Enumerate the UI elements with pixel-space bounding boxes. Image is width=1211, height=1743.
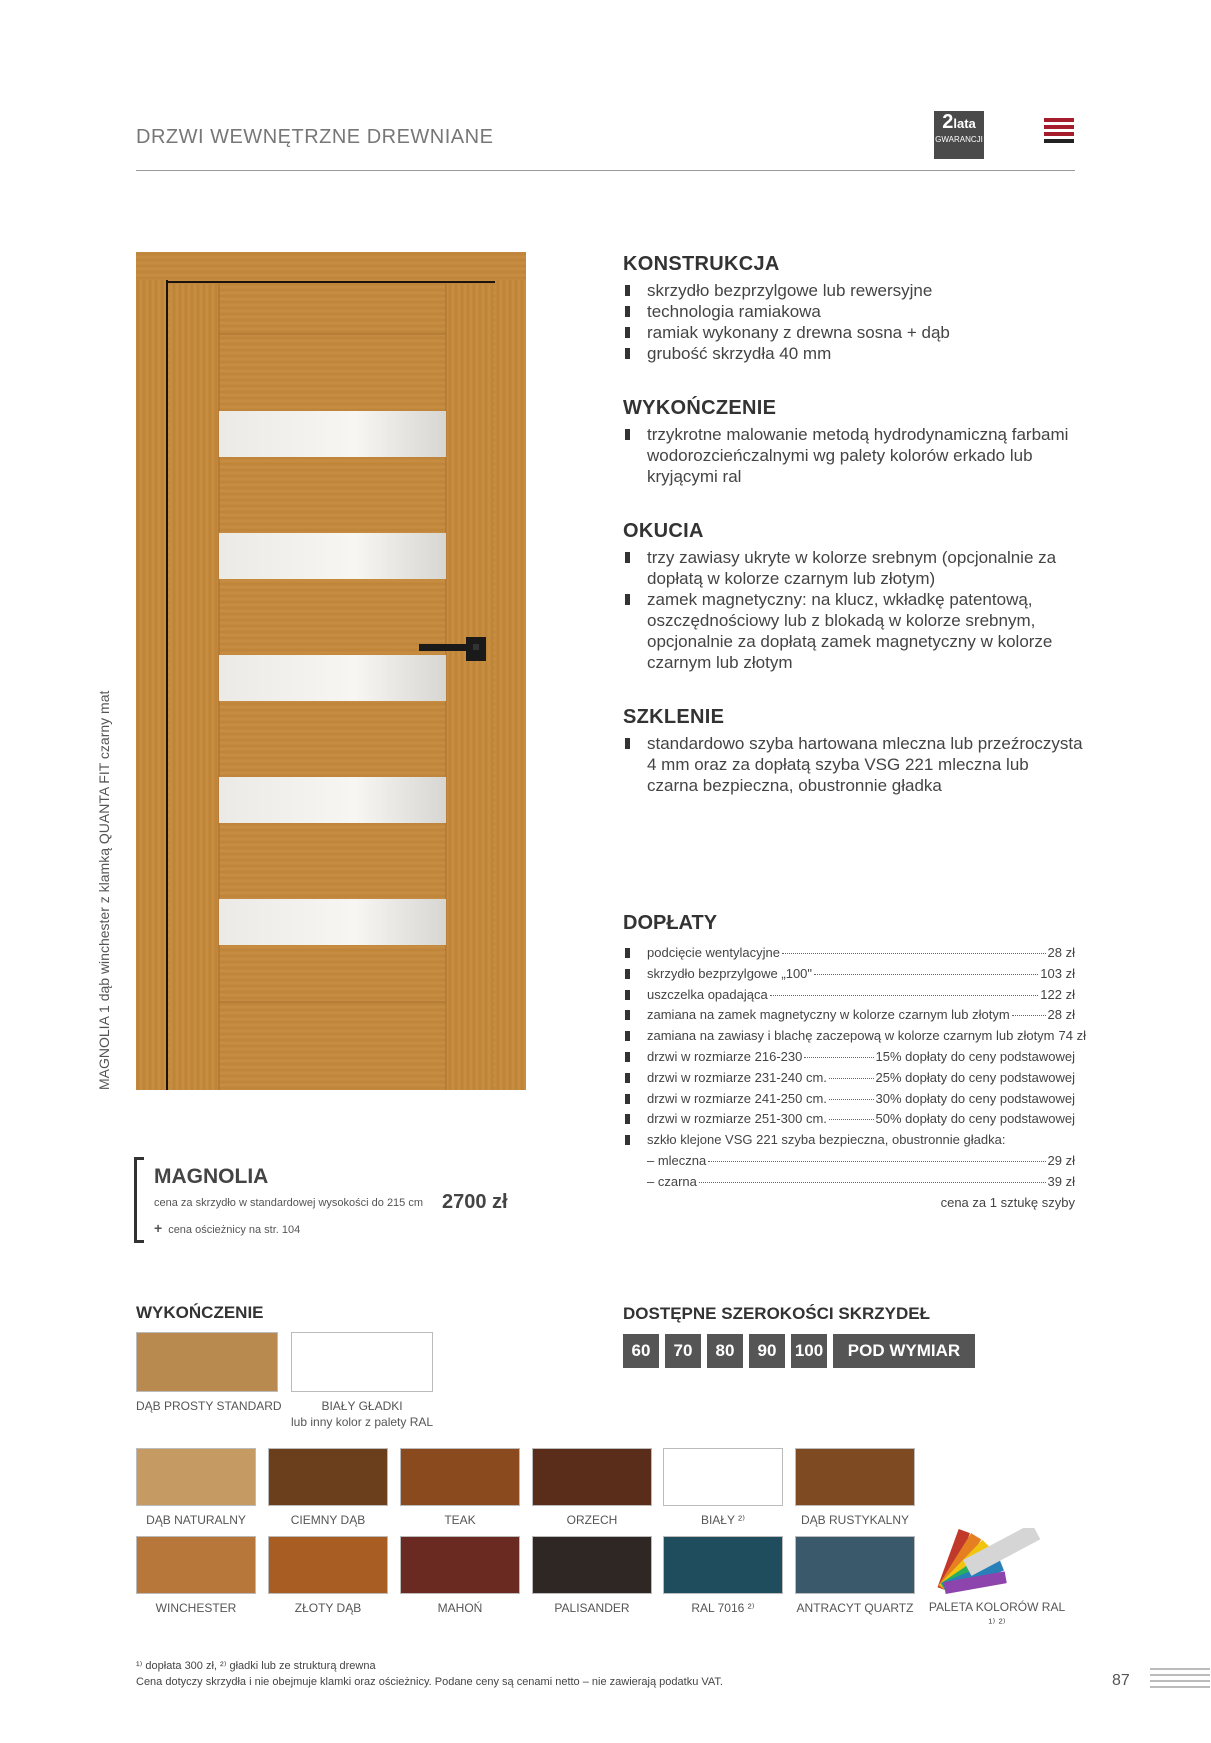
swatch-sublabel: lub inny kolor z palety RAL [291,1415,434,1429]
surcharge-row: podcięcie wentylacyjne 28 zł [623,943,1075,964]
surcharge-row: zamiana na zawiasy i blachę zaczepową w kolorze czarnym lub złotym 74 zł [623,1026,1075,1047]
ral-text: RAL [1021,1536,1051,1561]
surcharge-row: drzwi w rozmiarze 241-250 cm. 30% dopłaty do ceny podstawowej [623,1089,1075,1110]
glass-note: cena za 1 sztukę szyby [940,1194,1075,1210]
surcharge-row: drzwi w rozmiarze 231-240 cm. 25% dopłaty do ceny podstawowej [623,1068,1075,1089]
swatch-label: CIEMNY DĄB [290,1513,366,1527]
swatch-label: BIAŁY ²⁾ [700,1513,746,1527]
szklenie-title: SZKLENIE [623,706,725,728]
finish-swatch [268,1536,388,1616]
product-price-block [134,1157,534,1243]
finish-swatch [532,1536,652,1616]
finish-swatch [400,1448,520,1528]
swatch-color [532,1536,652,1594]
door-image [136,252,526,1090]
section-szklenie [623,706,1083,796]
warranty-years: 2 [942,111,954,133]
ral-fan-icon [927,1528,1067,1594]
footnote-line: Cena dotyczy skrzydła i nie obejmuje klamki oraz ościeżnicy. Podane ceny są cenami netto – nie zawierają podatku VAT. [136,1676,723,1688]
footnote [136,1658,723,1690]
finish-swatch [268,1448,388,1528]
surcharge-glass-label: szkło klejone VSG 221 szyba bezpieczna, obustronnie gładka: [623,1130,1075,1151]
konstrukcja-title: KONSTRUKCJA [623,253,780,275]
swatch-color [136,1536,256,1594]
surcharge-row: zamiana na zamek magnetyczny w kolorze czarnym lub złotym 28 zł [623,1005,1075,1026]
finish-swatch [400,1536,520,1616]
swatch-label: BIAŁY GŁADKI [321,1399,403,1413]
frame-price-note: + cena ościeżnicy na str. 104 [154,1220,301,1236]
width-option: 80 [707,1334,743,1368]
page-number: 87 [1112,1672,1130,1689]
door-caption: MAGNOLIA 1 dąb winchester z klamką QUANTA FIT czarny mat [96,690,112,1090]
product-price: 2700 zł [442,1191,508,1213]
swatch-color [795,1536,915,1594]
product-price-desc: cena za skrzydło w standardowej wysokości do 215 cm [154,1197,424,1209]
product-name: MAGNOLIA [154,1165,269,1188]
width-option: 100 [791,1334,827,1368]
surcharge-row: drzwi w rozmiarze 251-300 cm. 50% dopłaty do ceny podstawowej [623,1109,1075,1130]
swatch-label: PALETA KOLORÓW RAL ¹⁾ ²⁾ [928,1600,1066,1630]
warranty-sub: GWARANCJI [935,135,983,144]
swatch-label: ORZECH [566,1513,618,1527]
finish-swatch [663,1448,783,1528]
swatch-label: DĄB NATURALNY [146,1513,246,1527]
swatch-color [663,1448,783,1506]
swatch-label: RAL 7016 ²⁾ [691,1601,755,1615]
swatch-label: MAHOŃ [437,1601,483,1615]
swatch-color [663,1536,783,1594]
spec-item: standardowo szyba hartowana mleczna lub przeźroczysta 4 mm oraz za dopłatą szyba VSG 221 mleczna lub czarna bezpieczna, obustronnie gładka [623,733,1083,796]
swatch-color [268,1536,388,1594]
finish-swatch [136,1332,282,1414]
width-option: 70 [665,1334,701,1368]
widths-list [623,1334,975,1368]
section-wykonczenie-spec [623,397,1083,487]
section-konstrukcja [623,253,1083,364]
header-divider [136,170,1075,171]
swatch-label: DĄB PROSTY STANDARD [136,1399,282,1413]
surcharge-row: drzwi w rozmiarze 216-230 15% dopłaty do ceny podstawowej [623,1047,1075,1068]
brand-logo-icon [1044,118,1074,146]
swatch-color [400,1536,520,1594]
doplaty-title: DOPŁATY [623,912,718,934]
swatch-color [795,1448,915,1506]
spec-item: trzykrotne malowanie metodą hydrodynamiczną farbami wodorozcieńczalnymi wg palety kolorów erkado lub kryjącymi ral [623,424,1083,487]
finishes-title: WYKOŃCZENIE [136,1303,264,1322]
warranty-word: lata [953,116,976,131]
spec-item: zamek magnetyczny: na klucz, wkładkę patentową, oszczędnościowy lub z blokadą w kolorze srebnym, opcjonalnie za dopłatą zamek magnetyczny w kolorze czarnym lub złotym [623,589,1083,673]
finish-swatch [291,1332,433,1430]
width-option: 90 [749,1334,785,1368]
finish-swatch [532,1448,652,1528]
swatch-label: WINCHESTER [155,1601,237,1615]
widths-title: DOSTĘPNE SZEROKOŚCI SKRZYDEŁ [623,1304,930,1323]
ral-palette [927,1528,1067,1631]
footnote-line: ¹⁾ dopłata 300 zł, ²⁾ gładki lub ze strukturą drewna [136,1660,376,1672]
finish-swatch [136,1536,256,1616]
swatch-label: PALISANDER [554,1601,630,1615]
page-decoration [1150,1668,1210,1692]
swatch-label: DĄB RUSTYKALNY [800,1513,910,1527]
swatch-color [532,1448,652,1506]
swatch-label: ZŁOTY DĄB [294,1601,362,1615]
finish-swatch [795,1448,915,1528]
surcharge-row: – czarna 39 zł [647,1173,1075,1189]
wykonczenie-spec-title: WYKOŃCZENIE [623,397,777,419]
okucia-title: OKUCIA [623,520,704,542]
swatch-color [400,1448,520,1506]
surcharge-row: uszczelka opadająca 122 zł [623,985,1075,1006]
swatch-label: ANTRACYT QUARTZ [796,1601,914,1615]
swatch-label: TEAK [444,1513,476,1527]
spec-item: trzy zawiasy ukryte w kolorze srebnym (opcjonalnie za dopłatą w kolorze czarnym lub złotym) [623,547,1083,589]
width-option: POD WYMIAR [833,1334,975,1368]
swatch-color [291,1332,433,1392]
spec-item: grubość skrzydła 40 mm [623,343,1083,364]
section-doplaty [623,912,1086,1213]
width-option: 60 [623,1334,659,1368]
spec-item: skrzydło bezprzylgowe lub rewersyjne [623,280,1083,301]
section-okucia [623,520,1083,673]
finish-swatch [663,1536,783,1616]
spec-item: technologia ramiakowa [623,301,1083,322]
finish-swatch [795,1536,915,1616]
swatch-color [136,1332,278,1392]
spec-item: ramiak wykonany z drewna sosna + dąb [623,322,1083,343]
swatch-color [268,1448,388,1506]
surcharge-row: skrzydło bezprzylgowe „100" 103 zł [623,964,1075,985]
page-title: DRZWI WEWNĘTRZNE DREWNIANE [136,126,494,148]
surcharge-row: – mleczna 29 zł [647,1152,1075,1168]
finish-swatch [136,1448,256,1528]
plus-icon: + [154,1220,163,1236]
swatch-color [136,1448,256,1506]
warranty-badge [934,111,984,159]
